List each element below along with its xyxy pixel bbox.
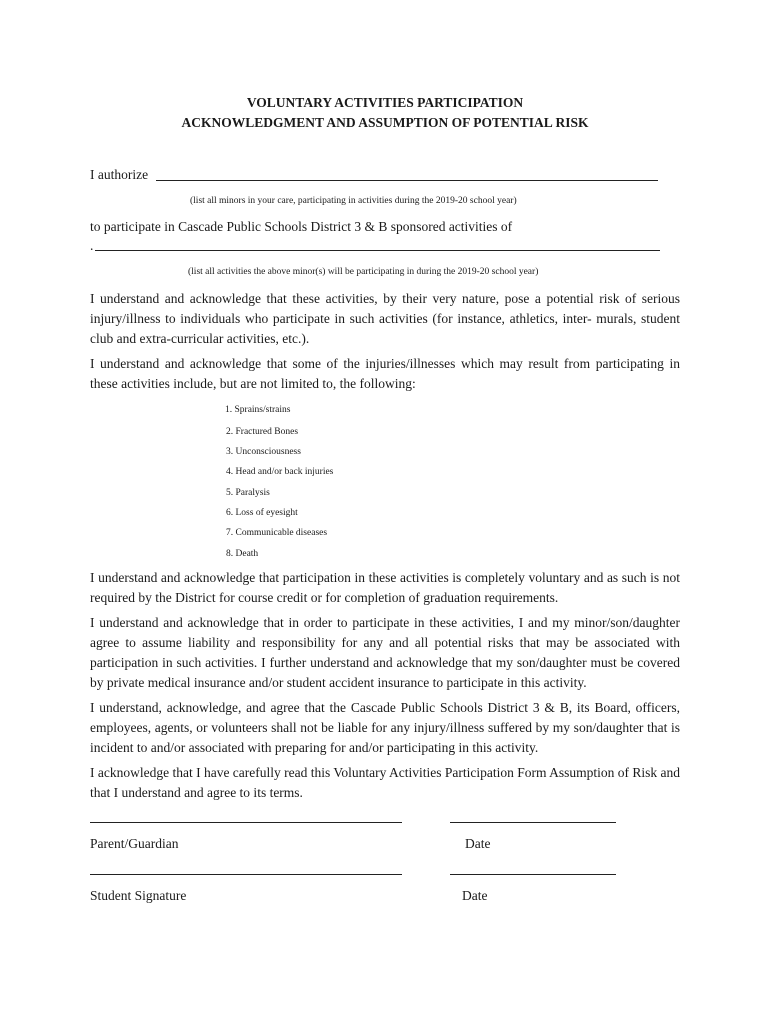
activities-hint: (list all activities the above minor(s) will be participating in during the 2019-20 school year) <box>188 267 539 277</box>
participate-text: to participate in Cascade Public Schools District 3 & B sponsored activities of <box>90 219 513 234</box>
parent-signature-line[interactable] <box>90 822 402 823</box>
student-signature-label: Student Signature <box>90 888 187 903</box>
injury-list-item: 6. Loss of eyesight <box>226 508 298 518</box>
activities-prefix: . <box>90 238 94 253</box>
document-title-line1: VOLUNTARY ACTIVITIES PARTICIPATION <box>246 95 524 110</box>
paragraph-release: I understand, acknowledge, and agree that the Cascade Public Schools District 3 & B, its Board, officers, employees, agents, or volunteers shall not be liable for any injury/illness suffered by my son/daughter that is incident to and/or associated with preparing for and/or participating in this activity. <box>90 700 680 755</box>
paragraph-voluntary: I understand and acknowledge that participation in these activities is completely voluntary and as such is not required by the District for course credit or for completion of graduation requirements. <box>90 570 680 605</box>
injury-list-item: 8. Death <box>226 549 259 559</box>
paragraph-agreement: I acknowledge that I have carefully read this Voluntary Activities Participation Form Assumption of Risk and that I understand and agree to its terms. <box>90 765 681 800</box>
parent-date-label: Date <box>465 836 491 851</box>
student-date-line[interactable] <box>450 874 616 875</box>
student-signature-line[interactable] <box>90 874 402 875</box>
injury-list-item: 4. Head and/or back injuries <box>226 467 334 477</box>
minors-hint: (list all minors in your care, participating in activities during the 2019-20 school year) <box>190 196 517 206</box>
paragraph-injuries-intro: I understand and acknowledge that some of the injuries/illnesses which may result from participating in these activities include, but are not limited to, the following: <box>90 356 680 391</box>
document-title-line2: ACKNOWLEDGMENT AND ASSUMPTION OF POTENTIAL RISK <box>181 115 589 130</box>
parent-date-line[interactable] <box>450 822 616 823</box>
injury-list-item: 3. Unconsciousness <box>226 447 301 457</box>
injury-list-item: 1. Sprains/strains <box>225 405 291 415</box>
injury-list-item: 5. Paralysis <box>226 488 270 498</box>
minors-blank-line[interactable] <box>156 180 658 181</box>
authorize-label: I authorize <box>90 167 149 182</box>
paragraph-risk: I understand and acknowledge that these activities, by their very nature, pose a potential risk of serious injury/illness to individuals who participate in such activities (for instance, athletics, inter- murals, student club and extra-curricular activities, etc.). <box>90 291 680 346</box>
parent-guardian-label: Parent/Guardian <box>90 836 179 851</box>
paragraph-liability: I understand and acknowledge that in order to participate in these activities, I and my minor/son/daughter agree to assume liability and responsibility for any and all potential risks that may be associated with participation in such activities. I further understand and acknowledge that my son/daughter must be covered by private medical insurance and/or student accident insurance to participate in this activity. <box>90 615 680 690</box>
activities-blank-line[interactable] <box>95 250 660 251</box>
injury-list-item: 7. Communicable diseases <box>226 528 328 538</box>
student-date-label: Date <box>462 888 488 903</box>
injury-list-item: 2. Fractured Bones <box>226 427 299 437</box>
